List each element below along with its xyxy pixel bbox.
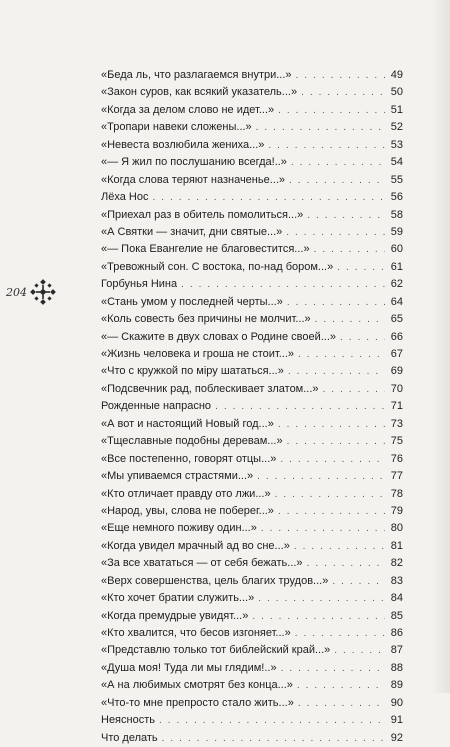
dot-leader	[294, 538, 385, 555]
toc-entry-title: «Тропари навеки сложены...»	[101, 121, 252, 134]
folk-cross-ornament-icon	[30, 279, 56, 305]
toc-entry	[101, 712, 403, 729]
toc-entry	[101, 520, 403, 537]
toc-entry-page-number: 73	[390, 417, 403, 430]
toc-entry-page-number: 69	[390, 365, 403, 378]
toc-entry-page-number: 83	[390, 574, 403, 587]
page-folio	[6, 279, 56, 305]
toc-entry-page-number: 65	[390, 313, 403, 326]
toc-entry-title: «— Скажите в двух словах о Родине своей...»	[101, 330, 337, 343]
dot-leader	[337, 259, 385, 276]
dot-leader	[278, 503, 385, 520]
toc-entry-title: «Когда премудрые увидят...»	[101, 609, 249, 622]
dot-leader	[258, 590, 385, 607]
toc-entry-page-number: 85	[390, 609, 403, 622]
dot-leader	[261, 520, 385, 537]
toc-entry-page-number: 81	[390, 539, 403, 552]
toc-entry-title: Лёха Нос	[101, 191, 149, 204]
toc-entry-title: «Тщеславные подобны деревам...»	[101, 435, 283, 448]
dot-leader	[287, 433, 385, 450]
dot-leader	[287, 294, 385, 311]
dot-leader	[288, 363, 385, 380]
toc-entry	[101, 311, 403, 328]
toc-entry	[101, 119, 403, 136]
toc-entry-page-number: 59	[390, 225, 403, 238]
toc-entry	[101, 294, 403, 311]
toc-entry-title: «Когда слова теряют назначенье...»	[101, 173, 286, 186]
dot-leader	[268, 137, 385, 154]
toc-entry-page-number: 82	[390, 557, 403, 570]
toc-entry-title: Неясность	[101, 714, 155, 727]
toc-entry-title: «Кто хвалится, что бесов изгоняет...»	[101, 627, 291, 639]
dot-leader	[298, 346, 385, 363]
toc-entry	[101, 276, 403, 293]
dot-leader	[323, 381, 385, 398]
toc-entry-page-number: 56	[390, 191, 403, 204]
dot-leader	[307, 207, 385, 224]
toc-entry-title: Горбунья Нина	[101, 278, 178, 291]
toc-entry-page-number: 67	[390, 348, 403, 360]
toc-entry-page-number: 87	[390, 644, 403, 657]
toc-entry-title: «Народ, увы, слова не поберег...»	[101, 504, 274, 517]
toc-entry-title: «Приехал раз в обитель помолиться...»	[101, 208, 304, 221]
toc-entry-page-number: 52	[390, 121, 403, 134]
toc-entry-title: «А вот и настоящий Новый год...»	[101, 417, 274, 430]
dot-leader	[280, 451, 385, 468]
toc-entry-page-number: 54	[390, 156, 403, 169]
toc-entry-page-number: 66	[390, 330, 403, 343]
toc-entry	[101, 207, 403, 224]
toc-entry-page-number: 64	[390, 295, 403, 308]
page-number: 204	[6, 285, 27, 299]
dot-leader	[332, 573, 385, 590]
dot-leader	[334, 642, 385, 659]
toc-entry-title: «Когда за делом слово не идет...»	[101, 103, 275, 116]
toc-entry-page-number: 71	[390, 400, 403, 413]
toc-entry-page-number: 75	[390, 435, 403, 448]
toc-entry	[101, 67, 403, 84]
dot-leader	[315, 311, 385, 328]
toc-entry	[101, 555, 403, 572]
toc-entry	[101, 573, 403, 590]
toc-entry-title: «Что-то мне препросто стало жить...»	[101, 696, 294, 709]
page-edge-shadow	[432, 0, 450, 693]
toc-entry-title: «Закон суров, как всякий указатель...»	[101, 86, 298, 99]
toc-entry-page-number: 80	[390, 522, 403, 535]
toc-entry-page-number: 88	[390, 661, 403, 674]
toc-entry	[101, 154, 403, 171]
toc-entry-page-number: 92	[390, 731, 403, 744]
dot-leader	[252, 608, 385, 625]
toc-entry-title: «Кто отличает правду ото лжи...»	[101, 487, 271, 500]
toc-entry-title: «Душа моя! Туда ли мы глядим!..»	[101, 661, 277, 674]
toc-entry-title: «Тревожный сон. С востока, по-над бором...»	[101, 260, 334, 273]
toc-entry-title: «— Я жил по послушанию всегда!..»	[101, 156, 287, 169]
toc-entry	[101, 329, 403, 346]
toc-entry-title: «За все хвататься — от себя бежать...»	[101, 557, 303, 570]
toc-entry-page-number: 90	[390, 696, 403, 709]
dot-leader	[296, 67, 385, 84]
toc-entry-title: «Беда ль, что разлагаемся внутри...»	[101, 69, 292, 81]
toc-entry-page-number: 53	[390, 138, 403, 151]
dot-leader	[162, 730, 385, 747]
dot-leader	[301, 84, 385, 101]
toc-entry-title: «А Святки — значит, дни святые...»	[101, 225, 283, 238]
dot-leader	[275, 486, 385, 503]
toc-entry	[101, 590, 403, 607]
toc-entry	[101, 660, 403, 677]
toc-entry-title: Что делать	[101, 731, 158, 744]
toc-entry	[101, 416, 403, 433]
toc-entry	[101, 241, 403, 258]
toc-entry-page-number: 84	[390, 592, 403, 605]
toc-entry	[101, 608, 403, 625]
toc-entry-title: «Стань умом у последней черты...»	[101, 295, 283, 308]
toc-entry	[101, 695, 403, 712]
toc-entry-page-number: 86	[390, 627, 403, 639]
toc-entry-page-number: 77	[390, 470, 403, 483]
dot-leader	[256, 119, 385, 136]
toc-entry	[101, 172, 403, 189]
toc-entry	[101, 433, 403, 450]
toc-entry-title: «Невеста возлюбила жениха...»	[101, 138, 265, 151]
dot-leader	[297, 677, 385, 694]
toc-entry-title: Рожденные напрасно	[101, 400, 212, 413]
dot-leader	[295, 625, 385, 642]
toc-entry-title: «Когда увидел мрачный ад во сне...»	[101, 539, 290, 552]
toc-entry-page-number: 76	[390, 452, 403, 465]
toc-entry-title: «Что с кружкой по міру шататься...»	[101, 365, 284, 378]
toc-entry	[101, 503, 403, 520]
toc-entry	[101, 730, 403, 747]
toc-entry	[101, 259, 403, 276]
dot-leader	[291, 154, 385, 171]
toc-entry-page-number: 79	[390, 504, 403, 517]
dot-leader	[298, 695, 385, 712]
toc-entry-page-number: 91	[390, 714, 403, 727]
toc-entry	[101, 398, 403, 415]
toc-entry	[101, 363, 403, 380]
dot-leader	[307, 555, 385, 572]
toc-entry	[101, 451, 403, 468]
dot-leader	[314, 241, 385, 258]
toc-entry-title: «Подсвечник рад, поблескивает златом...»	[101, 382, 319, 395]
toc-entry	[101, 346, 403, 363]
toc-entry	[101, 486, 403, 503]
toc-entry-title: «Представлю только тот библейский край...»	[101, 644, 331, 657]
dot-leader	[278, 102, 385, 119]
dot-leader	[257, 468, 385, 485]
toc-entry-page-number: 51	[390, 103, 403, 116]
toc-entry-page-number: 62	[390, 278, 403, 291]
toc-entry-page-number: 78	[390, 487, 403, 500]
toc-entry-title: «— Пока Евангелие не благовестится...»	[101, 243, 310, 256]
dot-leader	[278, 416, 385, 433]
toc-entry-page-number: 89	[390, 679, 403, 692]
toc-entry-title: «Кто хочет братии служить...»	[101, 592, 255, 605]
toc-entry	[101, 677, 403, 694]
toc-entry-title: «Мы упиваемся страстями...»	[101, 470, 254, 483]
dot-leader	[215, 398, 385, 415]
toc-entry-title: «Все постепенно, говорят отцы...»	[101, 452, 277, 465]
table-of-contents	[101, 67, 403, 747]
toc-entry	[101, 642, 403, 659]
dot-leader	[281, 660, 385, 677]
toc-entry-title: «Коль совесть без причины не молчит...»	[101, 313, 311, 326]
dot-leader	[159, 712, 385, 729]
toc-entry-page-number: 61	[390, 260, 403, 273]
dot-leader	[340, 329, 385, 346]
toc-entry-page-number: 49	[390, 69, 403, 81]
toc-entry-page-number: 50	[390, 86, 403, 99]
toc-entry	[101, 538, 403, 555]
toc-entry	[101, 84, 403, 101]
toc-entry	[101, 137, 403, 154]
dot-leader	[181, 276, 385, 293]
toc-entry	[101, 381, 403, 398]
toc-entry-title: «Верх совершенства, цель благих трудов...»	[101, 574, 329, 587]
toc-entry	[101, 625, 403, 642]
dot-leader	[286, 224, 385, 241]
toc-entry-title: «Жизнь человека и гроша не стоит...»	[101, 348, 295, 360]
toc-entry-title: «А на любимых смотрят без конца...»	[101, 679, 293, 692]
toc-entry	[101, 189, 403, 206]
toc-entry	[101, 468, 403, 485]
toc-entry-page-number: 70	[390, 382, 403, 395]
dot-leader	[152, 189, 385, 206]
toc-entry	[101, 102, 403, 119]
dot-leader	[289, 172, 385, 189]
toc-entry-page-number: 60	[390, 243, 403, 256]
toc-entry-title: «Еще немного поживу один...»	[101, 522, 257, 535]
toc-entry	[101, 224, 403, 241]
toc-entry-page-number: 55	[390, 173, 403, 186]
toc-entry-page-number: 58	[390, 208, 403, 221]
